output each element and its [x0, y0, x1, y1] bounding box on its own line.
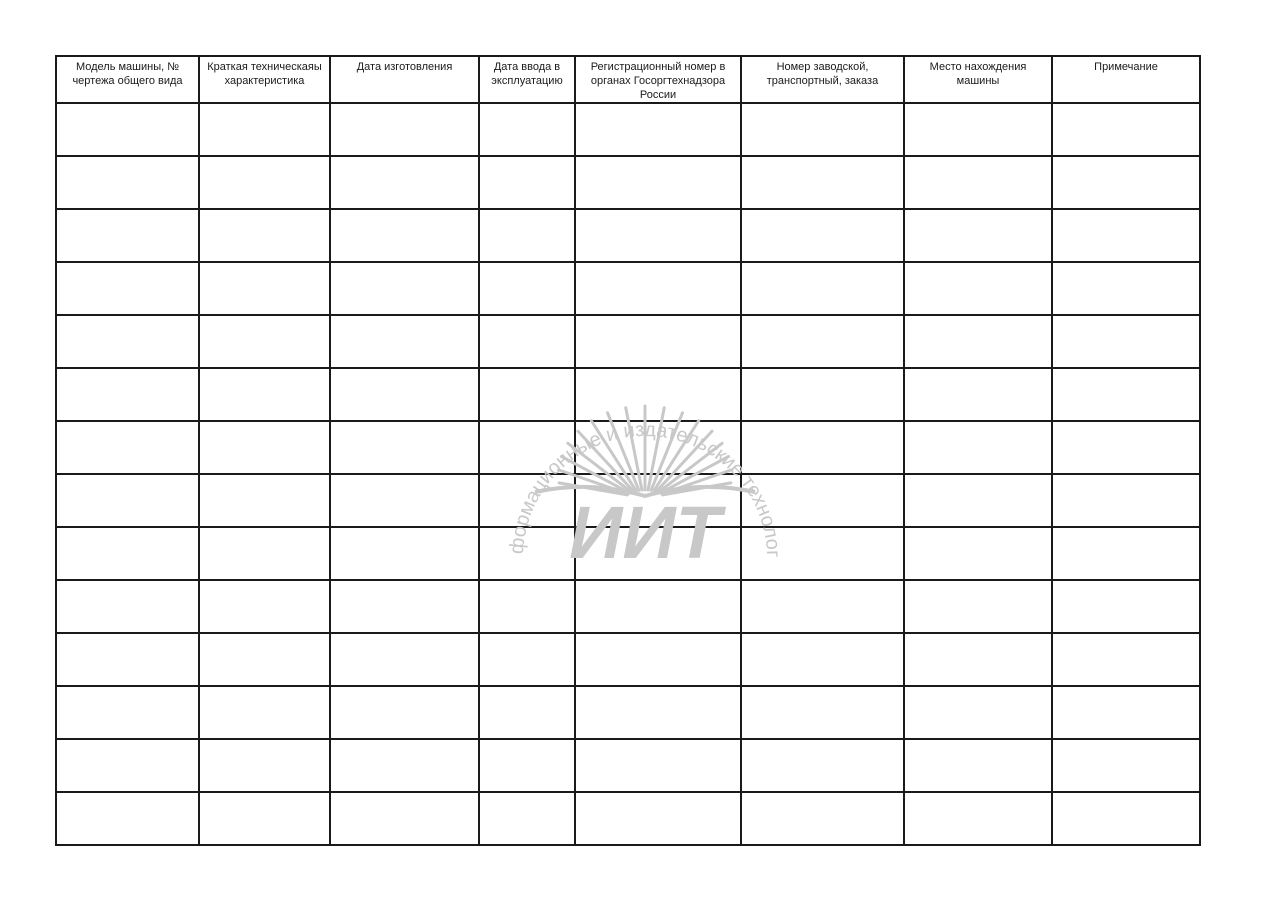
- table-cell[interactable]: [904, 792, 1052, 845]
- table-body: [56, 103, 1200, 845]
- table-cell[interactable]: [199, 686, 330, 739]
- header-machine-model: Модель машины, № чертежа общего вида: [56, 56, 199, 103]
- table-cell[interactable]: [1052, 527, 1200, 580]
- header-commissioning-date: Дата ввода в эксплуатацию: [479, 56, 575, 103]
- table-row: [56, 474, 1200, 527]
- header-serial-number: Номер заводской, транспортный, заказа: [741, 56, 904, 103]
- table-cell[interactable]: [1052, 686, 1200, 739]
- table-cell[interactable]: [56, 527, 199, 580]
- table-cell[interactable]: [741, 103, 904, 156]
- table-cell[interactable]: [741, 315, 904, 368]
- table-cell[interactable]: [199, 527, 330, 580]
- table-cell[interactable]: [330, 315, 479, 368]
- table-cell[interactable]: [575, 421, 741, 474]
- table-cell[interactable]: [741, 368, 904, 421]
- table-row: [56, 633, 1200, 686]
- table-cell[interactable]: [904, 209, 1052, 262]
- header-note: Примечание: [1052, 56, 1200, 103]
- table-row: [56, 209, 1200, 262]
- table-cell[interactable]: [575, 633, 741, 686]
- table-cell[interactable]: [479, 527, 575, 580]
- table-cell[interactable]: [1052, 156, 1200, 209]
- table-cell[interactable]: [199, 315, 330, 368]
- table-cell[interactable]: [741, 686, 904, 739]
- table-cell[interactable]: [904, 580, 1052, 633]
- table-cell[interactable]: [575, 368, 741, 421]
- table-cell[interactable]: [199, 580, 330, 633]
- table-row: [56, 686, 1200, 739]
- table-cell[interactable]: [1052, 792, 1200, 845]
- table-cell[interactable]: [199, 474, 330, 527]
- table-cell[interactable]: [330, 580, 479, 633]
- table-cell[interactable]: [1052, 474, 1200, 527]
- header-manufacture-date: Дата изготовления: [330, 56, 479, 103]
- table-cell[interactable]: [904, 262, 1052, 315]
- table-cell[interactable]: [904, 103, 1052, 156]
- table-row: [56, 527, 1200, 580]
- table-cell[interactable]: [1052, 368, 1200, 421]
- table-row: [56, 421, 1200, 474]
- table-cell[interactable]: [479, 580, 575, 633]
- table-cell[interactable]: [330, 527, 479, 580]
- table-cell[interactable]: [479, 739, 575, 792]
- table-cell[interactable]: [199, 739, 330, 792]
- table-cell[interactable]: [741, 633, 904, 686]
- header-technical-characteristics: Краткая техническаяы характеристика: [199, 56, 330, 103]
- table-cell[interactable]: [741, 209, 904, 262]
- table-cell[interactable]: [479, 421, 575, 474]
- table-cell[interactable]: [575, 580, 741, 633]
- table-cell[interactable]: [479, 633, 575, 686]
- table-cell[interactable]: [56, 421, 199, 474]
- table-cell[interactable]: [56, 580, 199, 633]
- table-cell[interactable]: [1052, 262, 1200, 315]
- table-cell[interactable]: [1052, 580, 1200, 633]
- table-cell[interactable]: [904, 686, 1052, 739]
- table-cell[interactable]: [575, 262, 741, 315]
- table-cell[interactable]: [479, 156, 575, 209]
- table-cell[interactable]: [199, 792, 330, 845]
- table-cell[interactable]: [741, 156, 904, 209]
- table-cell[interactable]: [56, 633, 199, 686]
- table-cell[interactable]: [199, 103, 330, 156]
- table-cell[interactable]: [330, 792, 479, 845]
- table-cell[interactable]: [741, 792, 904, 845]
- table-cell[interactable]: [330, 633, 479, 686]
- table-row: [56, 315, 1200, 368]
- table-cell[interactable]: [199, 156, 330, 209]
- table-cell[interactable]: [741, 527, 904, 580]
- table-cell[interactable]: [575, 792, 741, 845]
- table-row: [56, 580, 1200, 633]
- table-cell[interactable]: [904, 527, 1052, 580]
- table-cell[interactable]: [1052, 209, 1200, 262]
- table-cell[interactable]: [479, 103, 575, 156]
- table-cell[interactable]: [1052, 739, 1200, 792]
- table-cell[interactable]: [56, 739, 199, 792]
- table-row: [56, 739, 1200, 792]
- table-cell[interactable]: [479, 686, 575, 739]
- table-cell[interactable]: [741, 739, 904, 792]
- table-cell[interactable]: [904, 739, 1052, 792]
- table-cell[interactable]: [330, 103, 479, 156]
- table-cell[interactable]: [56, 315, 199, 368]
- table-cell[interactable]: [904, 156, 1052, 209]
- table-cell[interactable]: [56, 209, 199, 262]
- table-cell[interactable]: [199, 262, 330, 315]
- watermark-logo-text: ИИТ: [569, 491, 721, 574]
- table-cell[interactable]: [56, 103, 199, 156]
- table-cell[interactable]: [575, 739, 741, 792]
- table-cell[interactable]: [56, 368, 199, 421]
- table-cell[interactable]: [330, 686, 479, 739]
- header-row: [56, 56, 1200, 103]
- header-registration-number: Регистрационный номер в органах Госоргтехнадзора России: [575, 56, 741, 103]
- table-cell[interactable]: [479, 315, 575, 368]
- table-cell[interactable]: [479, 262, 575, 315]
- table-cell[interactable]: [904, 421, 1052, 474]
- table-cell[interactable]: [741, 262, 904, 315]
- table-cell[interactable]: [56, 792, 199, 845]
- table-cell[interactable]: [199, 633, 330, 686]
- table-cell[interactable]: [575, 315, 741, 368]
- machine-register-table: [55, 55, 1201, 846]
- table-cell[interactable]: [330, 368, 479, 421]
- table-cell[interactable]: [904, 315, 1052, 368]
- table-cell[interactable]: [199, 209, 330, 262]
- watermark-arc-text: формационные и издательские технолог: [505, 418, 785, 558]
- table-cell[interactable]: [330, 156, 479, 209]
- table-cell[interactable]: [330, 474, 479, 527]
- table-cell[interactable]: [479, 474, 575, 527]
- header-machine-location: Место нахождения машины: [904, 56, 1052, 103]
- table-cell[interactable]: [1052, 421, 1200, 474]
- table-cell[interactable]: [56, 474, 199, 527]
- table-cell[interactable]: [330, 739, 479, 792]
- table-cell[interactable]: [479, 368, 575, 421]
- table-cell[interactable]: [1052, 315, 1200, 368]
- table-row: [56, 103, 1200, 156]
- table-cell[interactable]: [199, 368, 330, 421]
- table-cell[interactable]: [575, 103, 741, 156]
- table-cell[interactable]: [56, 262, 199, 315]
- table-cell[interactable]: [479, 792, 575, 845]
- table-cell[interactable]: [1052, 633, 1200, 686]
- table-cell[interactable]: [741, 421, 904, 474]
- table-cell[interactable]: [56, 686, 199, 739]
- table-cell[interactable]: [575, 474, 741, 527]
- table-cell[interactable]: [56, 156, 199, 209]
- table-row: [56, 156, 1200, 209]
- table-row: [56, 368, 1200, 421]
- table-header: [56, 56, 1200, 103]
- table-cell[interactable]: [741, 474, 904, 527]
- table-cell[interactable]: [575, 686, 741, 739]
- table-cell[interactable]: [330, 421, 479, 474]
- table-cell[interactable]: [479, 209, 575, 262]
- table-cell[interactable]: [575, 527, 741, 580]
- table-cell[interactable]: [330, 262, 479, 315]
- table-row: [56, 262, 1200, 315]
- table-cell[interactable]: [904, 474, 1052, 527]
- table-cell[interactable]: [575, 209, 741, 262]
- table-cell[interactable]: [330, 209, 479, 262]
- table-row: [56, 792, 1200, 845]
- table-cell[interactable]: [199, 421, 330, 474]
- table-cell[interactable]: [575, 156, 741, 209]
- table-cell[interactable]: [904, 633, 1052, 686]
- table-cell[interactable]: [1052, 103, 1200, 156]
- table-cell[interactable]: [904, 368, 1052, 421]
- table-cell[interactable]: [741, 580, 904, 633]
